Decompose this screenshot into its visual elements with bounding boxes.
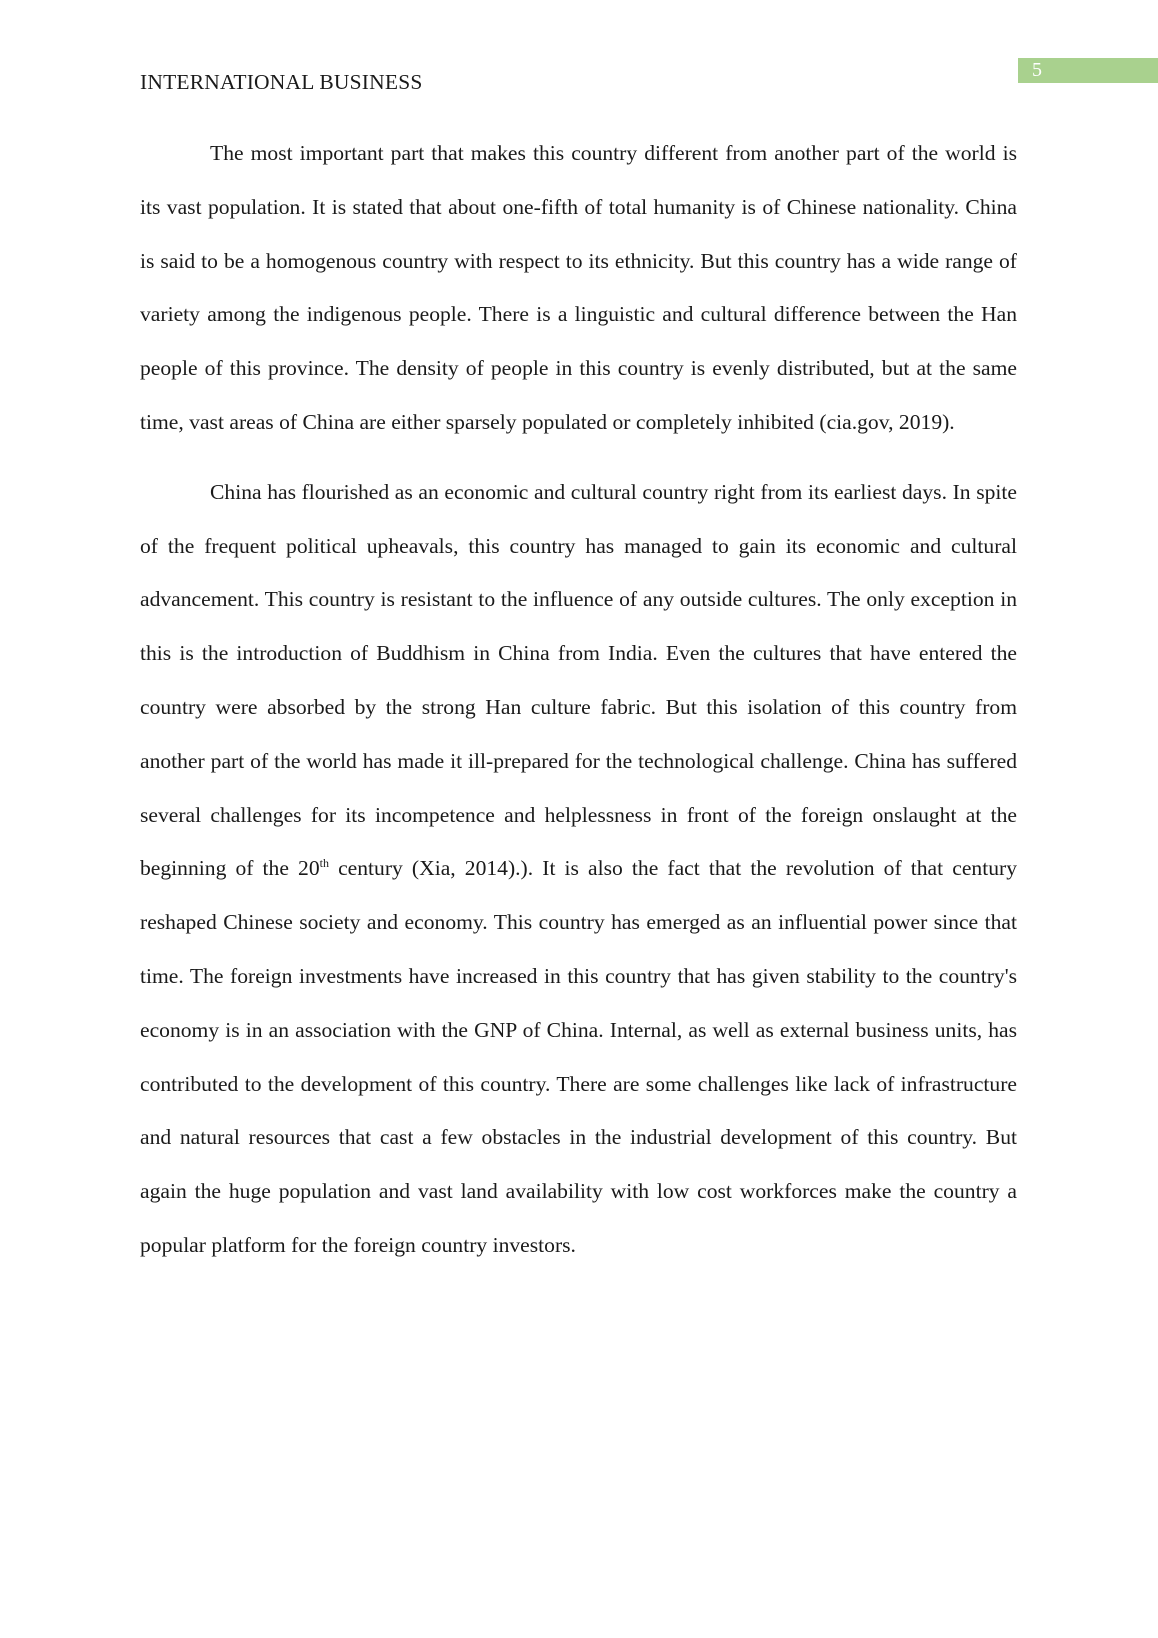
superscript-th: th — [319, 856, 329, 871]
paragraph-2-text-before: China has flourished as an economic and cultural country right from its earliest days. In spite of the frequent political upheavals, this country has managed to gain its economic and cultural advancement. This country is resistant to the influence of any outside cultures. The only exception in this is the introduction of Buddhism in China from India. Even the cultures that have entered the country were absorbed by the strong Han culture fabric. But this isolation of this country from another part of the world has made it ill-prepared for the technological challenge. China has suffered several challenges for its incompetence and helplessness in front of the foreign onslaught at the beginning of the 20 — [140, 479, 1017, 881]
document-body — [140, 127, 1017, 1273]
page-number — [1018, 58, 1158, 83]
paragraph-2 — [140, 466, 1017, 1273]
running-head: INTERNATIONAL BUSINESS — [140, 70, 423, 94]
paragraph-2-text-after: century (Xia, 2014).). It is also the fact that the revolution of that century reshaped Chinese society and economy. This country has emerged as an influential power since that time. The foreign investments have increased in this country that has given stability to the country's economy is in an association with the GNP of China. Internal, as well as external business units, has contributed to the development of this country. There are some challenges like lack of infrastructure and natural resources that cast a few obstacles in the industrial development of this country. But again the huge population and vast land availability with low cost workforces make the country a popular platform for the foreign country investors. — [140, 856, 1017, 1257]
paragraph-1: The most important part that makes this country different from another part of the world is its vast population. It is stated that about one-fifth of total humanity is of Chinese nationality. China is said to be a homogenous country with respect to its ethnicity. But this country has a wide range of variety among the indigenous people. There is a linguistic and cultural difference between the Han people of this province. The density of people in this country is evenly distributed, but at the same time, vast areas of China are either sparsely populated or completely inhibited (cia.gov, 2019). — [140, 141, 1017, 434]
page-number-text: 5 — [1032, 59, 1042, 81]
